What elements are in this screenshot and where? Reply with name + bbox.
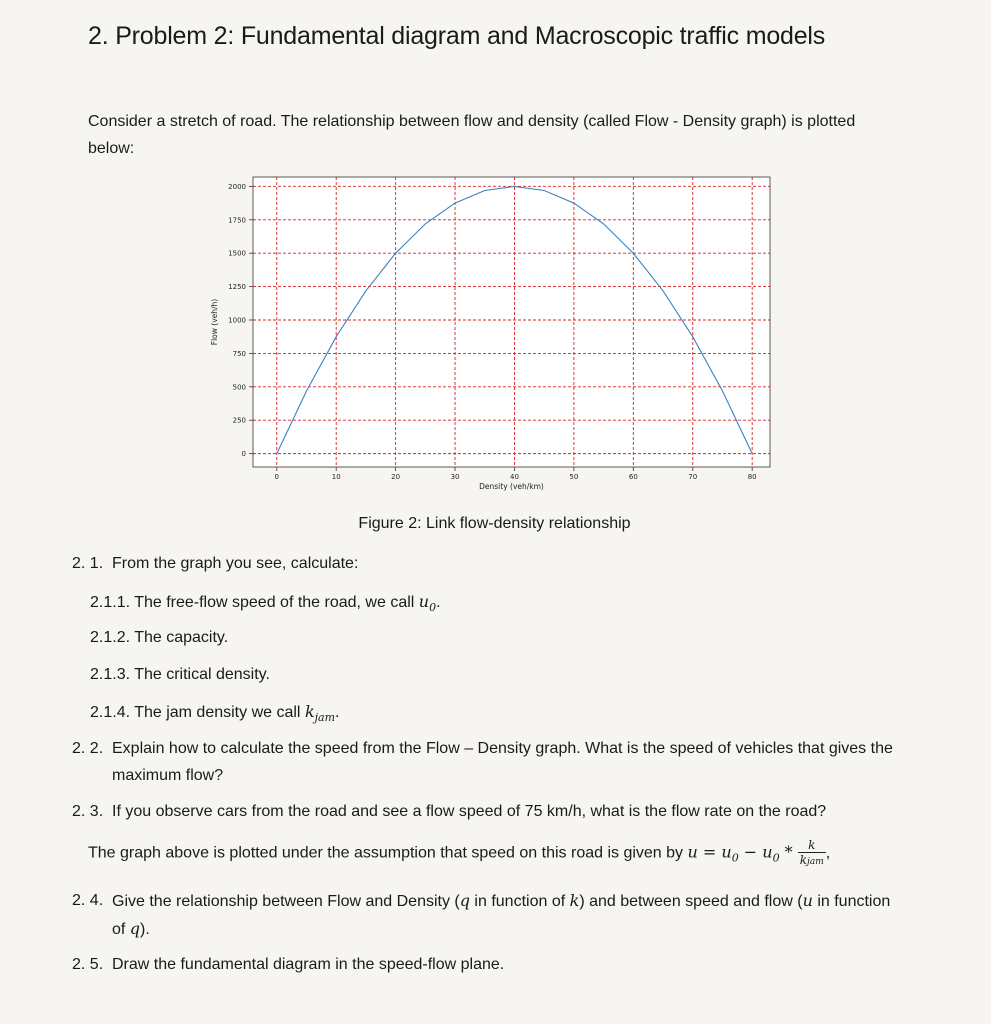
question-2-3	[72, 798, 826, 825]
x-tick-label: 40	[510, 473, 519, 481]
question-text: ).	[140, 921, 150, 938]
question-2-4	[72, 887, 902, 943]
x-tick-label: 50	[569, 473, 579, 481]
math-var: u	[802, 891, 813, 910]
x-tick-label: 10	[331, 473, 341, 481]
math-var: k	[304, 702, 315, 721]
question-2-1-2: 2.1.2. The capacity.	[90, 629, 229, 646]
speed-formula-mid: − u	[738, 842, 773, 862]
question-number: 2. 1.	[72, 555, 104, 572]
fraction-denominator	[798, 853, 826, 869]
y-tick-label: 1500	[228, 249, 246, 258]
x-tick-label: 60	[628, 473, 638, 481]
fraction-denominator-var: k	[799, 853, 808, 867]
question-2-2	[72, 735, 902, 789]
x-tick-label: 20	[391, 473, 401, 481]
math-var: q	[459, 891, 470, 910]
assumption-line: The graph above is plotted under the assumption that speed on this road is given by $u = u_0 - u_0$ * $\frac{k}{\text{kjam}}$ ,	[88, 838, 831, 867]
y-tick-label: 1000	[228, 316, 246, 325]
question-text: in function of	[469, 893, 570, 910]
intro-paragraph: Consider a stretch of road. The relationship between flow and density (called Flow - Density graph) is plotted below:	[88, 113, 856, 157]
x-axis-label: Density (veh/km)	[479, 482, 544, 491]
y-tick-label: 750	[232, 349, 246, 358]
assumption-text: The graph above is plotted under the assumption that speed on this road is given by	[88, 844, 684, 862]
question-2-1	[72, 550, 358, 577]
question-text: Draw the fundamental diagram in the speed-flow plane.	[112, 956, 505, 973]
question-text: Give the relationship between Flow and Density (	[112, 893, 460, 910]
question-text: From the graph you see, calculate:	[112, 555, 359, 572]
y-tick-label: 500	[232, 383, 246, 392]
x-tick-label: 30	[450, 473, 460, 481]
y-tick-label: 1250	[228, 283, 246, 292]
fraction-numerator: k	[798, 838, 826, 853]
question-2-5	[72, 951, 504, 978]
y-tick-label: 250	[232, 416, 246, 425]
math-subscript: 0	[772, 851, 780, 865]
question-text: 2.1.1. The free-flow speed of the road, we call	[90, 594, 415, 611]
y-tick-label: 1750	[228, 216, 246, 225]
math-var: q	[129, 919, 141, 938]
math-var: k	[569, 891, 580, 910]
caption-text: Figure 2: Link flow-density relationship	[358, 515, 631, 532]
question-2-1-1: 2.1.1. The free-flow speed of the road, we call $u_0$.	[90, 592, 441, 614]
problem-heading: 2. Problem 2: Fundamental diagram and Macroscopic traffic models	[88, 22, 826, 50]
x-tick-label: 80	[747, 473, 757, 481]
question-number: 2. 3.	[72, 803, 104, 820]
density-fraction	[798, 838, 826, 869]
math-subscript: jam	[314, 711, 336, 724]
math-var: u	[418, 592, 430, 611]
question-number: 2. 4.	[72, 892, 104, 909]
y-tick-label: 2000	[228, 182, 246, 191]
question-number: 2. 5.	[72, 956, 104, 973]
question-number: 2. 2.	[72, 740, 104, 757]
x-tick-label: 70	[688, 473, 698, 481]
question-2-1-3: 2.1.3. The critical density.	[90, 666, 270, 683]
math-subscript: 0	[429, 601, 437, 614]
speed-formula-star: *	[779, 842, 798, 862]
question-text: ) and between speed and flow (	[579, 893, 803, 910]
math-subscript: 0	[731, 851, 739, 865]
y-tick-label: 0	[241, 450, 246, 459]
question-2-1-4: 2.1.4. The jam density we call $k_{jam}$.	[90, 702, 340, 724]
x-tick-label: 0	[274, 473, 280, 481]
question-text: If you observe cars from the road and see a flow speed of 75 km/h, what is the flow rate on the road?	[112, 803, 827, 820]
question-text-block	[112, 887, 902, 943]
figure-caption	[0, 515, 991, 533]
question-text: 2.1.4. The jam density we call	[90, 704, 301, 721]
fraction-denominator-sub: jam	[807, 857, 824, 867]
question-text: Explain how to calculate the speed from the Flow – Density graph. What is the speed of vehicles that gives the maximum flow?	[112, 740, 893, 784]
flow-density-chart	[205, 172, 775, 502]
speed-formula-lhs: u = u	[687, 842, 732, 862]
question-text: in function of	[112, 893, 891, 938]
y-axis-label: Flow (veh/h)	[210, 298, 219, 346]
